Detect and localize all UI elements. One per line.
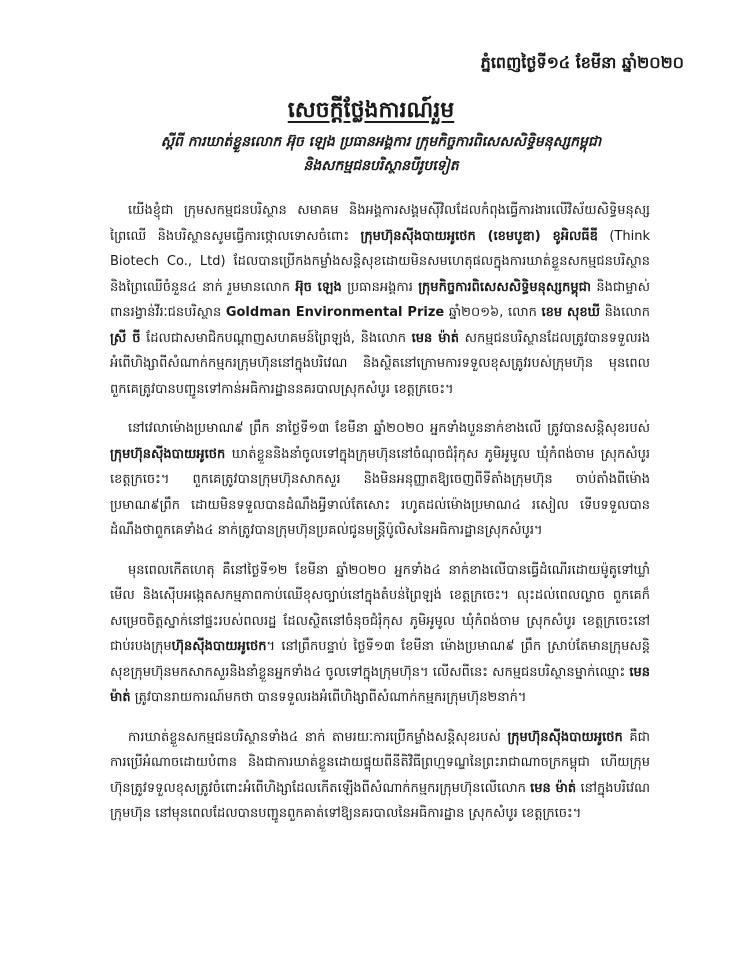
paragraph-text: និងលោក bbox=[600, 305, 651, 320]
paragraph-text: យើងខ្ញុំជា ក្រុមសកម្មជនបរិស្ថាន សមាគម និងអង្គការសង្គមស៊ីវិលដែលកំពុងធ្វើការងារលើវិស័យសិទ្ធិមនុស្ស ព្រៃឈើ និងបរិស្ថានសូមធ្វើការថ្កោលទោសចំពោះ bbox=[110, 203, 650, 244]
paragraph-text: ត្រូវបានរាយការណ៍មកថា បានទទួលរងអំពើហិង្សាពីសំណាក់កម្មករក្រុមហ៊ុន២នាក់។ bbox=[130, 690, 527, 705]
subtitle-line-2: និងសកម្មជនបរិស្ថានបីរូបទៀត bbox=[303, 158, 459, 174]
paragraph-text: មុនពេលកើតហេតុ គឺនៅថ្ងៃទី១២ ខែមីនា ឆ្នាំ២០២០ អ្នកទាំង៤ នាក់ខាងលើបានធ្វើដំណើរដោយម៉ូតូទៅឃ្លាំមើល និងស៊ើបអង្កេតសកម្មភាពកាប់ឈើខុសច្បាប់នៅក្នុងតំបន់ព្រៃឡង់ ខេត្តក្រចេះ។ លុះដល់ពេលល្ងាច ពួកគេក៏សម្រេចចិត្តស្នាក់នៅផ្ទះរបស់ពលរដ្ឋ ដែលស្ថិតនៅចំនុចជំរុំកុស ភូមិអូមូល ឃុំកំពង់ចាម ស្រុកសំបូរ ខេត្តក្រចេះនៅជាប់របងក្រុម bbox=[110, 562, 650, 654]
emphasized-text: មេន ម៉ាត់ bbox=[530, 780, 577, 796]
document-date: ភ្នំពេញថ្ងៃទី១៤ ខែមីនា ឆ្នាំ២០២០ bbox=[480, 53, 684, 72]
paragraph-text: ។ នៅព្រឹកបន្ទាប់ ថ្ងៃទី១៣ ខែមីនា ម៉ោងប្រមាណ៩ ព្រឹក ស្រាប់តែមានក្រុមសន្តិសុខក្រុមហ៊ុនមកសាកសួរនិងនាំខ្លួនអ្នកទាំង៤ ចូលទៅក្នុងក្រុមហ៊ុន។ លើសពីនេះ សកម្មជនបរិស្ថានម្នាក់ឈ្មោះ bbox=[110, 639, 650, 680]
emphasized-text: មេន ម៉ាត់ bbox=[110, 664, 650, 705]
body-paragraph bbox=[110, 725, 650, 827]
paragraph-text: និងជាម្ចាស់ពានរង្វាន់វីរៈជនបរិស្ថាន bbox=[110, 279, 650, 320]
emphasized-text: មេន ម៉ាត់ bbox=[411, 330, 459, 346]
emphasized-text: ខេម សុខឃី bbox=[541, 305, 601, 320]
document-title: សេចក្តីថ្លែងការណ៍រួម bbox=[287, 98, 455, 123]
paragraph-text: (Think Biotech Co., Ltd) ដែលបានប្រើកងកម្លាំងសន្តិសុខដោយមិនសមហេតុផលក្នុងការឃាត់ខ្លួនសកម្មជនបរិស្ថាន និងព្រៃឈើចំនួន៤ នាក់ រួមមានលោក bbox=[110, 228, 650, 295]
paragraph-text: ការឃាត់ខ្លួនសកម្មជនបរិស្ថានទាំង៤ នាក់ តាមរយៈការប្រើកម្លាំងសន្តិសុខរបស់ bbox=[128, 729, 508, 745]
emphasized-text: ក្រុមហ៊ុនស៊ីងបាយអូថេក (ខេមបូឌា) ខូអិលធីឌី bbox=[360, 228, 598, 244]
paragraph-text: គឺជាការប្រើអំណាចដោយបំពាន និងជាការឃាត់ខ្លួនដោយផ្ទុយពីនីតិវិធីព្រហ្មទណ្ឌនៃព្រះរាជាណាចក្រកម្ពុជា ហើយក្រុមហ៊ុនត្រូវទទួលខុសត្រូវចំពោះអំពើហិង្សាដែលកើតឡើងពីសំណាក់កម្មករក្រុមហ៊ុនលើលោក bbox=[110, 729, 650, 796]
body-paragraph bbox=[110, 416, 650, 544]
paragraph-text: ឆ្នាំ២០១៦, លោក bbox=[444, 305, 542, 320]
subtitle-line-1: ស្តីពី ការឃាត់ខ្លួនលោក អ៊ុច ឡេង ប្រធានអង្គការ ក្រុមកិច្ចការពិសេសសិទ្ធិមនុស្សកម្ពុជា bbox=[160, 134, 602, 150]
emphasized-text: ក្រុមហ៊ុនស៊ីងបាយអូថេក bbox=[110, 446, 226, 462]
body-paragraph bbox=[110, 198, 650, 402]
paragraph-text: សកម្មជនបរិស្ថានដែលត្រូវបានទទួលរងអំពើហិង្សាពីសំណាក់កម្មករក្រុមហ៊ុននៅក្នុងបរិវេណ និងស្ថិតនៅក្រោមការទទួលខុសត្រូវរបស់ក្រុមហ៊ុន មុនពេលពួកគេត្រូវបានបញ្ជូនទៅកាន់អធិការដ្ឋាននគរបាលស្រុកសំបូរ ខេត្តក្រចេះ។ bbox=[110, 330, 650, 397]
emphasized-text: ហ៊ុនស៊ីងបាយអូថេក bbox=[171, 639, 267, 654]
paragraph-text: ឃាត់ខ្លួននិងនាំចូលទៅក្នុងក្រុមហ៊ុននៅចំណុចជំរុំកុស ភូមិអូមូល ឃុំកំពង់ចាម ស្រុកសំបូរ ខេត្តក្រចេះ។ ពួកគេត្រូវបានក្រុមហ៊ុនសាកសួរ និងមិនអនុញ្ញាតឱ្យចេញពីទីតាំងក្រុមហ៊ុន ចាប់តាំងពីម៉ោងប្រមាណ៩ព្រឹក ដោយមិនទទួលបានដំណឹងអ្វីទាល់តែសោះ រហូតដល់ម៉ោងប្រមាណ៤ រសៀល ទើបទទួលបានដំណឹងថាពួកគេទាំង៤ នាក់ត្រូវបានក្រុមហ៊ុនប្រគល់ជូនមន្ត្រីប៉ូលិសនៃអធិការដ្ឋានស្រុកសំបូរ។ bbox=[110, 446, 650, 538]
emphasized-text: ក្រុមហ៊ុនស៊ីងបាយអូថេក bbox=[507, 729, 623, 745]
document-body bbox=[110, 198, 650, 841]
paragraph-text: ប្រធានអង្គការ bbox=[341, 279, 419, 295]
emphasized-text: ស្រី ចី bbox=[110, 330, 141, 346]
paragraph-text: នៅក្នុងបរិវេណក្រុមហ៊ុន នៅមុនពេលដែលបានបញ្ជូនពួកគាត់ទៅឱ្យនគរបាលនៃអធិការដ្ឋាន ស្រុកសំបូរ ខេត្តក្រចេះ។ bbox=[110, 780, 650, 821]
paragraph-text: ដែលជាសមាជិកបណ្តាញសហគមន៍ព្រៃឡង់, និងលោក bbox=[140, 330, 412, 346]
emphasized-text: អ៊ុច ឡេង bbox=[295, 279, 342, 295]
emphasized-text: Goldman Environmental Prize bbox=[225, 305, 445, 320]
paragraph-text: នៅវេលាម៉ោងប្រមាណ៩ ព្រឹក នាថ្ងៃទី១៣ ខែមីនា ឆ្នាំ២០២០ អ្នកទាំងបួននាក់ខាងលើ ត្រូវបានសន្តិសុខរបស់ bbox=[128, 421, 650, 436]
emphasized-text: ក្រុមកិច្ចការពិសេសសិទ្ធិមនុស្សកម្ពុជា bbox=[418, 279, 591, 295]
body-paragraph bbox=[110, 558, 650, 711]
document-subtitle bbox=[100, 130, 662, 178]
